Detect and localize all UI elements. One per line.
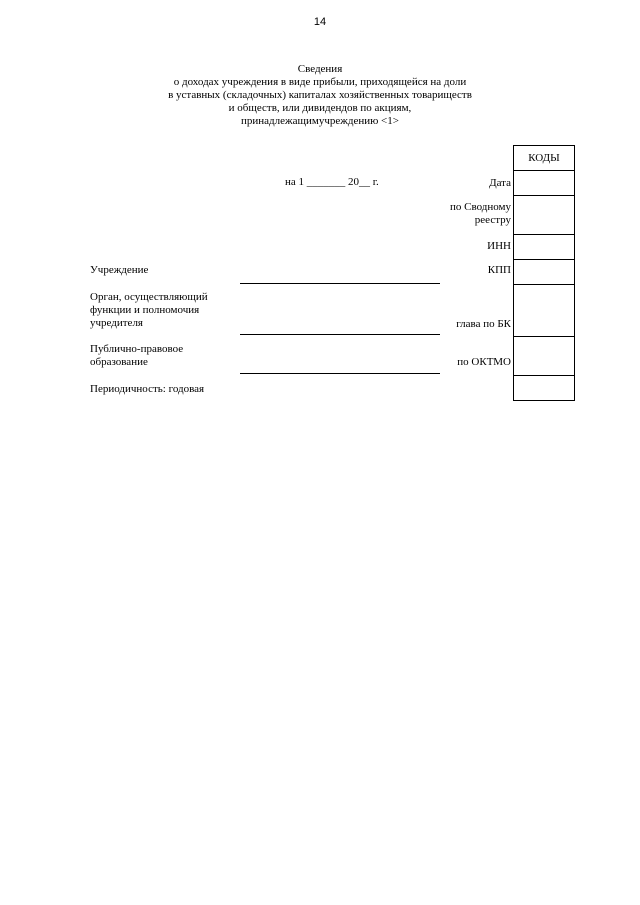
label-budget-head: глава по БК — [456, 318, 511, 330]
institution-underline[interactable] — [240, 283, 440, 284]
label-founder-line-3: учредителя — [90, 317, 143, 329]
label-oktmo: по ОКТМО — [457, 356, 511, 368]
municipality-underline[interactable] — [240, 373, 440, 374]
code-cell-date[interactable] — [514, 171, 575, 196]
label-municipality-line-2: образование — [90, 356, 148, 368]
title-line-4: и обществ, или дивидендов по акциям, — [228, 102, 412, 114]
founder-underline[interactable] — [240, 334, 440, 335]
label-date: Дата — [489, 177, 511, 189]
title-line-5: принадлежащимучреждению <1> — [241, 115, 399, 127]
label-registry-line-1: по Сводному — [449, 201, 511, 213]
code-cell-inn[interactable] — [514, 235, 575, 260]
label-registry — [450, 201, 511, 227]
label-kpp: КПП — [487, 264, 511, 276]
label-registry-line-2: реестру — [474, 214, 511, 226]
label-institution: Учреждение — [90, 264, 149, 276]
code-cell-kpp[interactable] — [514, 260, 575, 285]
codes-header: КОДЫ — [514, 146, 575, 171]
label-inn: ИНН — [487, 240, 511, 252]
label-periodicity: Периодичность: годовая — [90, 383, 205, 395]
title-line-1: Сведения — [297, 63, 343, 75]
title-line-3: в уставных (складочных) капиталах хозяйственных товариществ — [168, 89, 472, 101]
codes-table — [513, 145, 575, 401]
label-founder-line-2: функции и полномочия — [90, 304, 200, 316]
page-number: 14 — [313, 16, 327, 28]
title-line-2: о доходах учреждения в виде прибыли, приходящейся на доли — [173, 76, 467, 88]
label-founder-line-1: Орган, осуществляющий — [90, 291, 208, 303]
label-founder — [90, 291, 208, 330]
label-municipality-line-1: Публично-правовое — [90, 343, 184, 355]
code-cell-oktmo[interactable] — [514, 337, 575, 376]
code-cell-registry[interactable] — [514, 196, 575, 235]
label-municipality — [90, 343, 183, 369]
document-title — [140, 63, 500, 128]
code-cell-budget-head[interactable] — [514, 285, 575, 337]
code-cell-periodicity[interactable] — [514, 376, 575, 401]
report-date-line: на 1 _______ 20__ г. — [285, 176, 379, 188]
